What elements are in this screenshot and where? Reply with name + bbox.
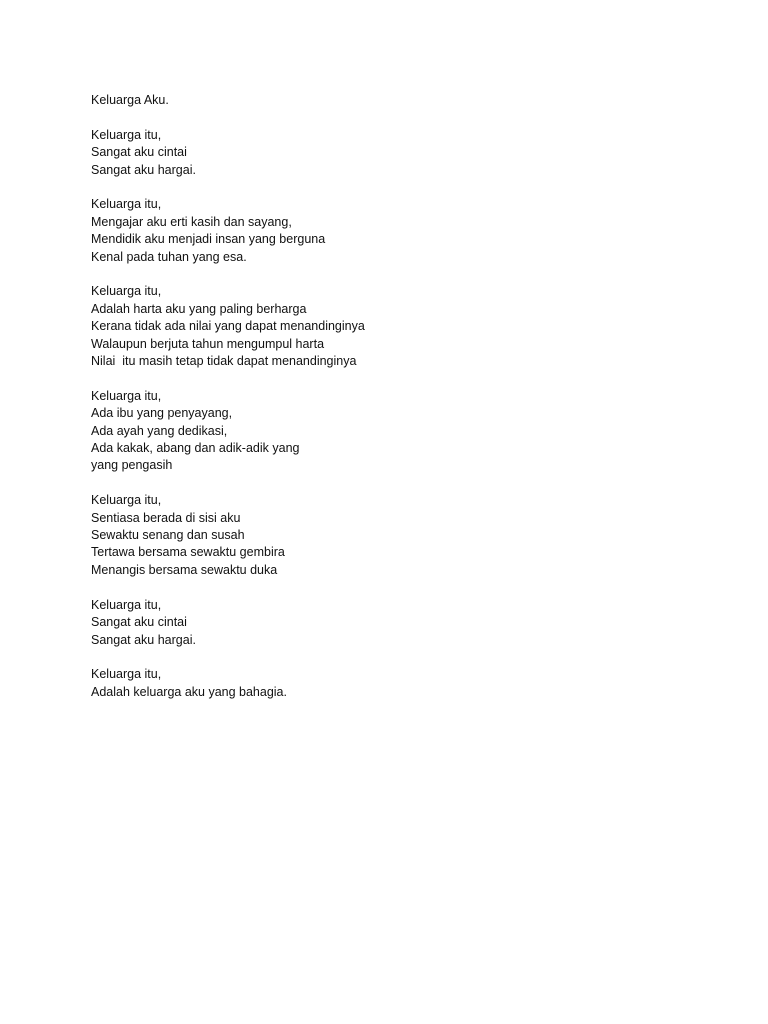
poem-line: Sentiasa berada di sisi aku [91, 510, 241, 525]
poem-line: Sangat aku cintai [91, 145, 187, 160]
poem-line: Ada kakak, abang dan adik-adik yang [91, 441, 300, 456]
poem-line: Kenal pada tuhan yang esa. [91, 249, 247, 264]
stanza-3 [91, 283, 365, 370]
poem-line: Ada ibu yang penyayang, [91, 406, 233, 421]
stanza-6 [91, 597, 365, 649]
poem-line: Ada ayah yang dedikasi, [91, 423, 228, 438]
poem-line: Sangat aku hargai. [91, 632, 196, 647]
poem-line: Keluarga itu, [91, 597, 162, 612]
poem-line: Keluarga itu, [91, 127, 162, 142]
poem-line: Adalah keluarga aku yang bahagia. [91, 684, 287, 699]
stanza-4 [91, 388, 365, 475]
poem-line: Sangat aku hargai. [91, 162, 196, 177]
poem-line: Menangis bersama sewaktu duka [91, 562, 278, 577]
poem-line: Keluarga itu, [91, 197, 162, 212]
poem-line: yang pengasih [91, 458, 173, 473]
poem-line: Mendidik aku menjadi insan yang berguna [91, 232, 326, 247]
poem-line: Keluarga itu, [91, 284, 162, 299]
poem-line: Kerana tidak ada nilai yang dapat menandinginya [91, 319, 365, 334]
stanza-1 [91, 127, 365, 179]
poem [91, 92, 365, 719]
stanza-7 [91, 666, 365, 701]
poem-line: Keluarga itu, [91, 493, 162, 508]
poem-line: Keluarga itu, [91, 667, 162, 682]
poem-line: Sewaktu senang dan susah [91, 528, 245, 543]
poem-line: Sangat aku cintai [91, 615, 187, 630]
poem-line: Keluarga itu, [91, 388, 162, 403]
stanza-2 [91, 196, 365, 266]
poem-title: Keluarga Aku. [91, 93, 169, 107]
poem-line: Mengajar aku erti kasih dan sayang, [91, 214, 292, 229]
poem-line: Tertawa bersama sewaktu gembira [91, 545, 285, 560]
poem-line: Walaupun berjuta tahun mengumpul harta [91, 336, 325, 351]
stanza-5 [91, 492, 365, 579]
poem-line: Adalah harta aku yang paling berharga [91, 301, 307, 316]
poem-line: Nilai itu masih tetap tidak dapat menandinginya [91, 354, 357, 369]
